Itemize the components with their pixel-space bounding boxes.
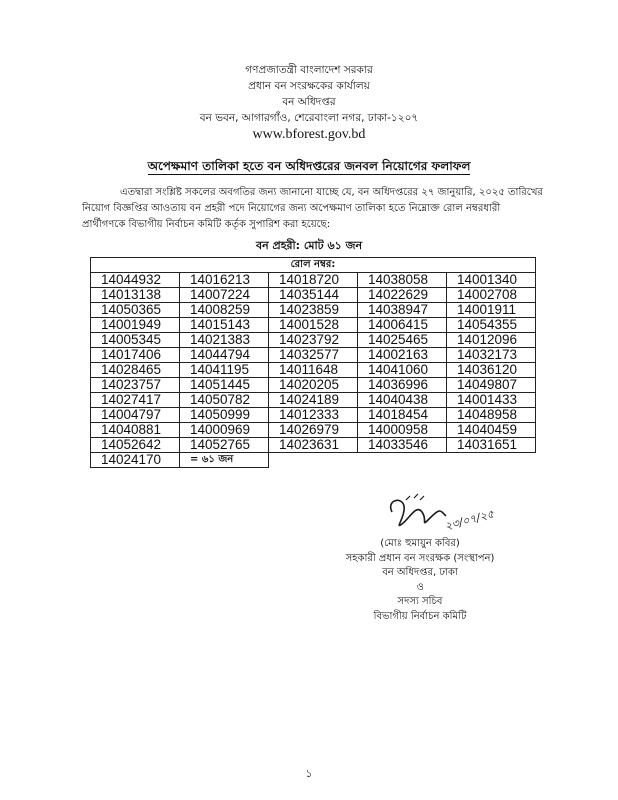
roll-number-cell: 14002708 <box>447 288 536 303</box>
roll-number-cell: 14054355 <box>447 318 536 333</box>
roll-number-cell: 14044794 <box>180 348 269 363</box>
notice-title: অপেক্ষমাণ তালিকা হতে বন অধিদপ্তরের জনবল নিয়োগের ফলাফল <box>147 159 471 173</box>
table-row <box>91 378 536 393</box>
signature-image <box>380 490 510 540</box>
table-row <box>91 408 536 423</box>
table-row <box>91 273 536 288</box>
office-header <box>0 62 618 144</box>
roll-number-cell: 14035144 <box>269 288 358 303</box>
roll-number-cell: 14048958 <box>447 408 536 423</box>
roll-header: রোল নম্বর: <box>91 258 536 273</box>
roll-number-cell: 14001911 <box>447 303 536 318</box>
roll-number-table <box>90 257 536 468</box>
roll-number-cell: 14018720 <box>269 273 358 288</box>
roll-number-cell: 14017406 <box>91 348 180 363</box>
department-name: বন অধিদপ্তর <box>282 96 336 108</box>
signatory-conjunction: ও <box>416 581 424 593</box>
roll-number-cell: 14024170 <box>91 453 180 468</box>
table-row <box>91 333 536 348</box>
roll-number-cell: 14008259 <box>180 303 269 318</box>
roll-number-cell: 14032173 <box>447 348 536 363</box>
roll-number-cell: 14000958 <box>358 423 447 438</box>
roll-number-cell: 14004797 <box>91 408 180 423</box>
roll-number-cell: 14013138 <box>91 288 180 303</box>
signatory-block <box>300 537 540 624</box>
roll-number-cell: 14001949 <box>91 318 180 333</box>
office-name: প্রধান বন সংরক্ষকের কার্যালয় <box>248 80 370 92</box>
roll-number-cell: 14040459 <box>447 423 536 438</box>
roll-number-cell: 14052642 <box>91 438 180 453</box>
roll-number-cell: 14001433 <box>447 393 536 408</box>
roll-number-cell: 14015143 <box>180 318 269 333</box>
roll-number-cell: 14027417 <box>91 393 180 408</box>
signatory-office: বন অধিদপ্তর, ঢাকা <box>382 567 458 578</box>
post-total-heading: বন প্রহরী: মোট ৬১ জন <box>255 239 363 252</box>
roll-number-cell: 14044932 <box>91 273 180 288</box>
table-row-last <box>91 453 536 468</box>
signatory-role: সদস্য সচিব <box>397 596 443 607</box>
table-header-row <box>91 258 536 273</box>
table-row <box>91 423 536 438</box>
roll-number-cell: 14032577 <box>269 348 358 363</box>
table-row <box>91 303 536 318</box>
roll-number-cell: 14026979 <box>269 423 358 438</box>
page-number: ১ <box>305 767 313 780</box>
table-row <box>91 393 536 408</box>
roll-number-cell: 14040881 <box>91 423 180 438</box>
roll-number-cell: 14050365 <box>91 303 180 318</box>
roll-number-cell: 14012096 <box>447 333 536 348</box>
signatory-name: (মোঃ হুমায়ুন কবির) <box>380 538 460 549</box>
roll-number-cell: 14022629 <box>358 288 447 303</box>
table-row <box>91 288 536 303</box>
roll-number-cell: 14001528 <box>269 318 358 333</box>
roll-number-cell: 14040438 <box>358 393 447 408</box>
roll-number-cell: 14051445 <box>180 378 269 393</box>
notice-paragraph: এতদ্বারা সংশ্লিষ্ট সকলের অবগতির জন্য জানানো যাচ্ছে যে, বন অধিদপ্তরের ২৭ জানুয়ারি, ২০২৫ তারিখের নিয়োগ বিজ্ঞপ্তির আওতায় বন প্রহরী পদে নিয়োগের জন্য অপেক্ষমাণ তালিকা হতে নিম্নোক্ত রোল নম্বরধারী প্রার্থীগণকে বিভাগীয় নির্বাচন কমিটি কর্তৃক সুপারিশ করা হয়েছে: <box>82 187 543 230</box>
roll-number-cell: 14036996 <box>358 378 447 393</box>
signature-date: ২৩/০৭/২৫ <box>443 507 496 533</box>
roll-number-cell: 14000969 <box>180 423 269 438</box>
roll-number-cell: 14038058 <box>358 273 447 288</box>
roll-number-cell: 14052765 <box>180 438 269 453</box>
roll-number-cell: 14024189 <box>269 393 358 408</box>
roll-number-cell: 14050999 <box>180 408 269 423</box>
roll-number-cell: 14002163 <box>358 348 447 363</box>
roll-number-cell: 14001340 <box>447 273 536 288</box>
roll-number-cell: 14033546 <box>358 438 447 453</box>
roll-number-cell: 14011648 <box>269 363 358 378</box>
signatory-committee: বিভাগীয় নির্বাচন কমিটি <box>373 610 467 622</box>
roll-number-cell: 14028465 <box>91 363 180 378</box>
roll-number-cell: 14018454 <box>358 408 447 423</box>
roll-number-cell: 14023631 <box>269 438 358 453</box>
roll-number-cell: 14021383 <box>180 333 269 348</box>
table-row <box>91 348 536 363</box>
roll-number-cell: 14016213 <box>180 273 269 288</box>
roll-number-cell: 14007224 <box>180 288 269 303</box>
roll-number-cell: 14036120 <box>447 363 536 378</box>
roll-number-cell: 14020205 <box>269 378 358 393</box>
table-row <box>91 318 536 333</box>
roll-number-cell: 14023792 <box>269 333 358 348</box>
total-count-cell: = ৬১ জন <box>180 453 269 468</box>
roll-number-cell: 14023757 <box>91 378 180 393</box>
govt-name: গণপ্রজাতন্ত্রী বাংলাদেশ সরকার <box>245 64 373 76</box>
roll-number-cell: 14012333 <box>269 408 358 423</box>
signatory-designation: সহকারী প্রধান বন সংরক্ষক (সংস্থাপন) <box>345 552 495 564</box>
roll-number-cell: 14005345 <box>91 333 180 348</box>
table-row <box>91 363 536 378</box>
roll-number-cell: 14041195 <box>180 363 269 378</box>
roll-number-cell: 14023859 <box>269 303 358 318</box>
office-address: বন ভবন, আগারগাঁও, শেরেবাংলা নগর, ঢাকা-১২০৭ <box>199 112 419 124</box>
roll-number-cell: 14006415 <box>358 318 447 333</box>
roll-number-cell: 14038947 <box>358 303 447 318</box>
roll-number-cell: 14050782 <box>180 393 269 408</box>
roll-number-cell: 14031651 <box>447 438 536 453</box>
website-link[interactable]: www.bforest.gov.bd <box>252 127 366 142</box>
roll-number-cell: 14041060 <box>358 363 447 378</box>
roll-number-cell: 14049807 <box>447 378 536 393</box>
roll-number-cell: 14025465 <box>358 333 447 348</box>
table-row <box>91 438 536 453</box>
